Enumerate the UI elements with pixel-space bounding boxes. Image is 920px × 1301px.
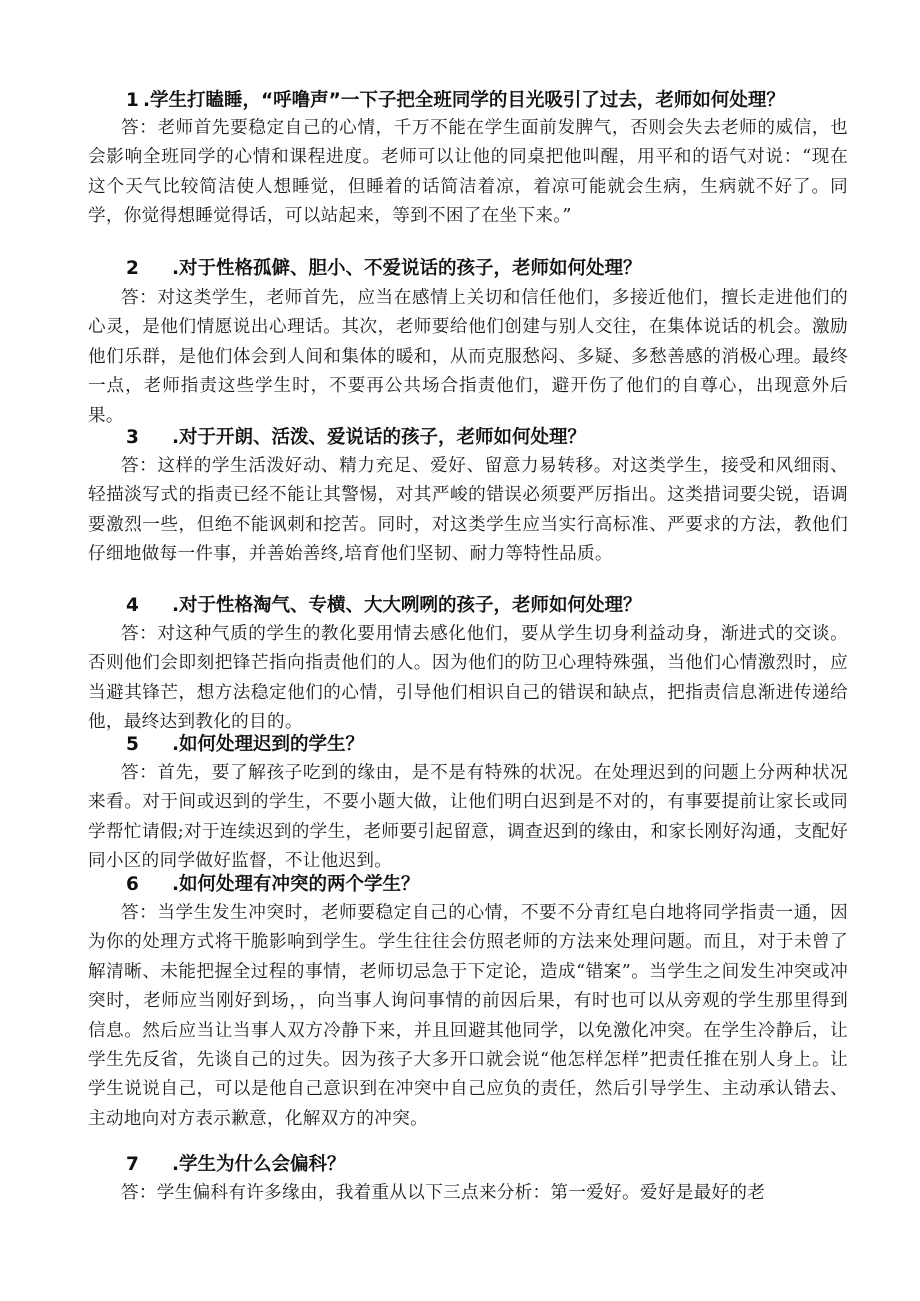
- answer-7: 答：学生偏科有许多缘由，我着重从以下三点来分析：第一爱好。爱好是最好的老: [121, 1183, 766, 1203]
- question-7: [0, 1148, 920, 1182]
- question-text: .对于性格淘气、专横、大大咧咧的孩子，老师如何处理？: [172, 595, 642, 616]
- answer-4: 答：对这种气质的学生的教化要用情去感化他们，要从学生切身利益动身，渐进式的交谈。否则他们会即刻把锋芒指向指责他们的人。因为他们的防卫心理特殊强，当他们心情激烈时，应当避其锋芒，想方法稳定他们的心情，引导他们相识自己的错误和缺点，把指责信息渐进传递给他，最终达到教化的目的。: [88, 624, 848, 733]
- answer-2: 答：对这类学生，老师首先，应当在感情上关切和信任他们，多接近他们，擅长走进他们的心灵，是他们情愿说出心理话。其次，老师要给他们创建与别人交往，在集体说话的机会。激励他们乐群，是他们体会到人间和集体的暖和，从而克服愁闷、多疑、多愁善感的消极心理。最终一点，老师指责这些学生时，不要再公共场合指责他们，避开伤了他们的自尊心，出现意外后果。: [88, 288, 848, 426]
- question-6: [0, 868, 920, 902]
- question-number: 7: [126, 1154, 139, 1175]
- question-text: .对于开朗、活泼、爱说话的孩子，老师如何处理？: [172, 427, 587, 448]
- question-number: 1: [126, 90, 139, 111]
- question-5: [0, 728, 920, 762]
- answer-3: 答：这样的学生活泼好动、精力充足、爱好、留意力易转移。对这类学生，接受和风细雨、轻描淡写式的指责已经不能让其警惕，对其严峻的错误必须要严厉指出。这类措词要尖锐，语调要激烈一些，但绝不能讽刺和挖苦。同时，对这类学生应当实行高标准、严要求的方法，教他们仔细地做每一件事，并善始善终,培育他们坚韧、耐力等特性品质。: [88, 456, 848, 565]
- question-3: [0, 421, 920, 455]
- question-text: .对于性格孤僻、胆小、不爱说话的孩子，老师如何处理？: [172, 258, 642, 279]
- answer-5: 答：首先，要了解孩子吃到的缘由，是不是有特殊的状况。在处理迟到的问题上分两种状况来看。对于间或迟到的学生，不要小题大做，让他们明白迟到是不对的，有事要提前让家长或同学帮忙请假;对于连续迟到的学生，老师要引起留意，调查迟到的缘由，和家长刚好沟通，支配好同小区的同学做好监督，不让他迟到。: [88, 763, 848, 872]
- question-text: .学生打瞌睡，“呼噜声”一下子把全班同学的目光吸引了过去，老师如何处理？: [143, 90, 785, 111]
- question-number: 2: [126, 258, 139, 279]
- answer-6: 答：当学生发生冲突时，老师要稳定自己的心情，不要不分青红皂白地将同学指责一通，因为你的处理方式将干脆影响到学生。学生往往会仿照老师的方法来处理问题。而且，对于未曾了解清晰、未能把握全过程的事情，老师切忌急于下定论，造成“错案”。当学生之间发生冲突或冲突时，老师应当刚好到场，，向当事人询问事情的前因后果，有时也可以从旁观的学生那里得到信息。然后应当让当事人双方冷静下来，并且回避其他同学，以免激化冲突。在学生冷静后，让学生先反省，先谈自己的过失。因为孩子大多开口就会说“他怎样怎样”把责任推在别人身上。让学生说说自己，可以是他自己意识到在冲突中自己应负的责任，然后引导学生、主动承认错去、主动地向对方表示歉意，化解双方的冲突。: [88, 903, 848, 1129]
- question-2: [0, 252, 920, 286]
- question-number: 5: [126, 734, 139, 755]
- question-text: .如何处理迟到的学生？: [172, 734, 365, 755]
- question-number: 4: [126, 595, 139, 616]
- question-text: .学生为什么会偏科？: [172, 1154, 346, 1175]
- question-4: [0, 589, 920, 623]
- question-1: [0, 84, 920, 118]
- answer-1: 答：老师首先要稳定自己的心情，千万不能在学生面前发脾气，否则会失去老师的威信，也会影响全班同学的心情和课程进度。老师可以让他的同桌把他叫醒，用平和的语气对说：“现在这个天气比较简洁使人想睡觉，但睡着的话简洁着凉，着凉可能就会生病，生病就不好了。同学，你觉得想睡觉得话，可以站起来，等到不困了在坐下来。”: [88, 118, 848, 227]
- question-number: 6: [126, 874, 139, 895]
- question-text: .如何处理有冲突的两个学生？: [172, 874, 420, 895]
- question-number: 3: [126, 427, 139, 448]
